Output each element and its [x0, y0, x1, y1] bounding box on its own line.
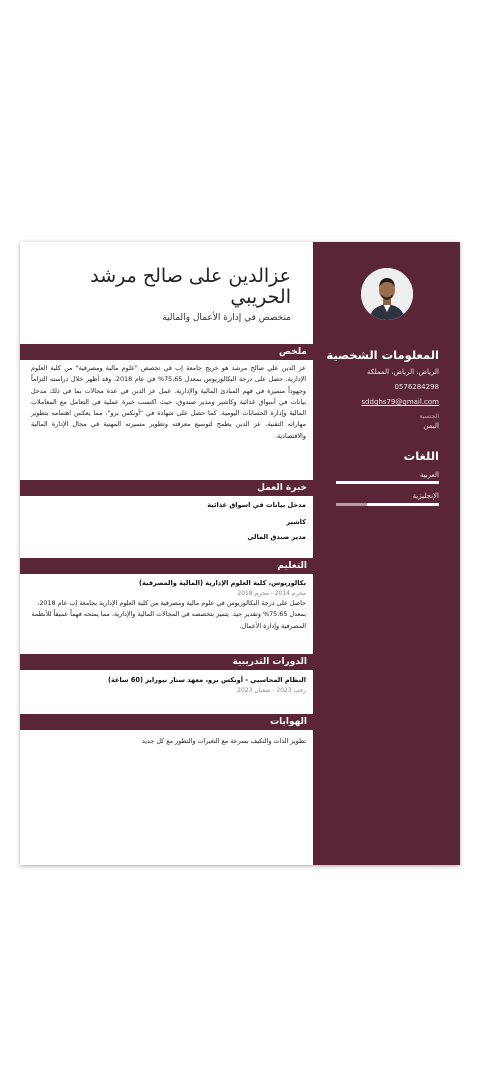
resume-sidebar [313, 242, 460, 865]
training-heading [20, 654, 313, 670]
education-dates: محرم 2014 - محرم 2018 [237, 590, 306, 597]
language-level-bar [336, 481, 439, 484]
person-name: عزالدين على صالح مرشد الحريبي [90, 265, 291, 308]
hobbies-text: تطوير الذات والتكيف بسرعة مع التغيرات والتطور مع كل جديد [141, 737, 306, 745]
language-name: العربية [419, 471, 439, 479]
nationality-label: الجنسية [419, 413, 439, 420]
avatar [361, 268, 413, 320]
language-level-fill [336, 481, 439, 484]
languages-heading: اللغات [403, 449, 439, 463]
job-title: متخصص في إدارة الأعمال والمالية [162, 313, 291, 323]
resume-main [20, 242, 313, 865]
experience-item: مدخل بيانات في اسواق غذائية [207, 501, 306, 509]
training-heading-label: الدورات التدريبية [232, 657, 307, 667]
email-link[interactable]: sddghs79@gmail.com [361, 398, 439, 406]
language-level-fill [367, 503, 439, 506]
summary-text: عز الدين علي صالح مرشد هو خريج جامعة إب في تخصص "علوم مالية ومصرفية" من كلية العلوم الإدارية، حصل على درجة البكالوريوس بمعدل 75.65% في عام 2018، وقد أظهر خلال دراسته التزاماً وجهوداً متميزة في فهم المبادئ المالية والإدارية. عمل عز الدين في عدة مجالات بما في ذلك مدخل بيانات في أسواق غذائية وكاشير ومدير صندوق، حيث اكتسب خبرة عملية في التعامل مع المعاملات المالية وإدارة الحسابات اليومية. كما حصل على شهادة في "أونكس برو"، مما يعكس اهتمامه بتطوير مهاراته التقنية. عز الدين يطمح لتوسيع معرفته وتطوير مسيرته المهنية في مجال الإدارة المالية والاقتصادية. [31, 364, 306, 440]
experience-heading-label: خبرة العمل [257, 483, 307, 493]
language-name: الإنجليزية [412, 492, 439, 500]
phone-text: 0576284298 [394, 383, 439, 391]
hobbies-heading [20, 714, 313, 730]
education-heading-label: التعليم [277, 561, 307, 571]
hobbies-heading-label: الهوايات [270, 717, 307, 727]
profile-photo [361, 268, 413, 320]
education-degree: بكالوريوس، كلية العلوم الإدارية (المالية والمصرفية) [139, 579, 306, 587]
location-text: الرياض، الرياض، المملكة [366, 368, 439, 376]
summary-heading-label: ملخص [278, 347, 307, 357]
experience-item: مدير صندق المالي [247, 533, 306, 541]
experience-heading [20, 480, 313, 496]
resume-page [20, 242, 460, 865]
personal-info-heading: المعلومات الشخصية [326, 348, 439, 362]
summary-heading [20, 344, 313, 360]
training-dates: رجب 2023 - شعبان 2023 [237, 687, 306, 694]
experience-item: كاشير [286, 518, 306, 526]
language-level-bar [336, 503, 439, 506]
education-heading [20, 558, 313, 574]
education-description: حاصل على درجة البكالوريوس في علوم مالية ومصرفية من كلية العلوم الإدارية بجامعة إب عام 2018، بمعدل 75.65% وتقدير جيد. يتميز بتخصصه في المجالات المالية والإدارية، مما يمنحه فهماً عميقاً للأنظمة المصرفية وإدارة الأعمال. [31, 599, 306, 630]
language-level-remaining [336, 503, 367, 506]
training-course: النظام المحاسبي - أونكس برو، معهد ستار نيورايز (60 ساعة) [108, 676, 306, 684]
nationality-value: اليمن [423, 422, 439, 430]
